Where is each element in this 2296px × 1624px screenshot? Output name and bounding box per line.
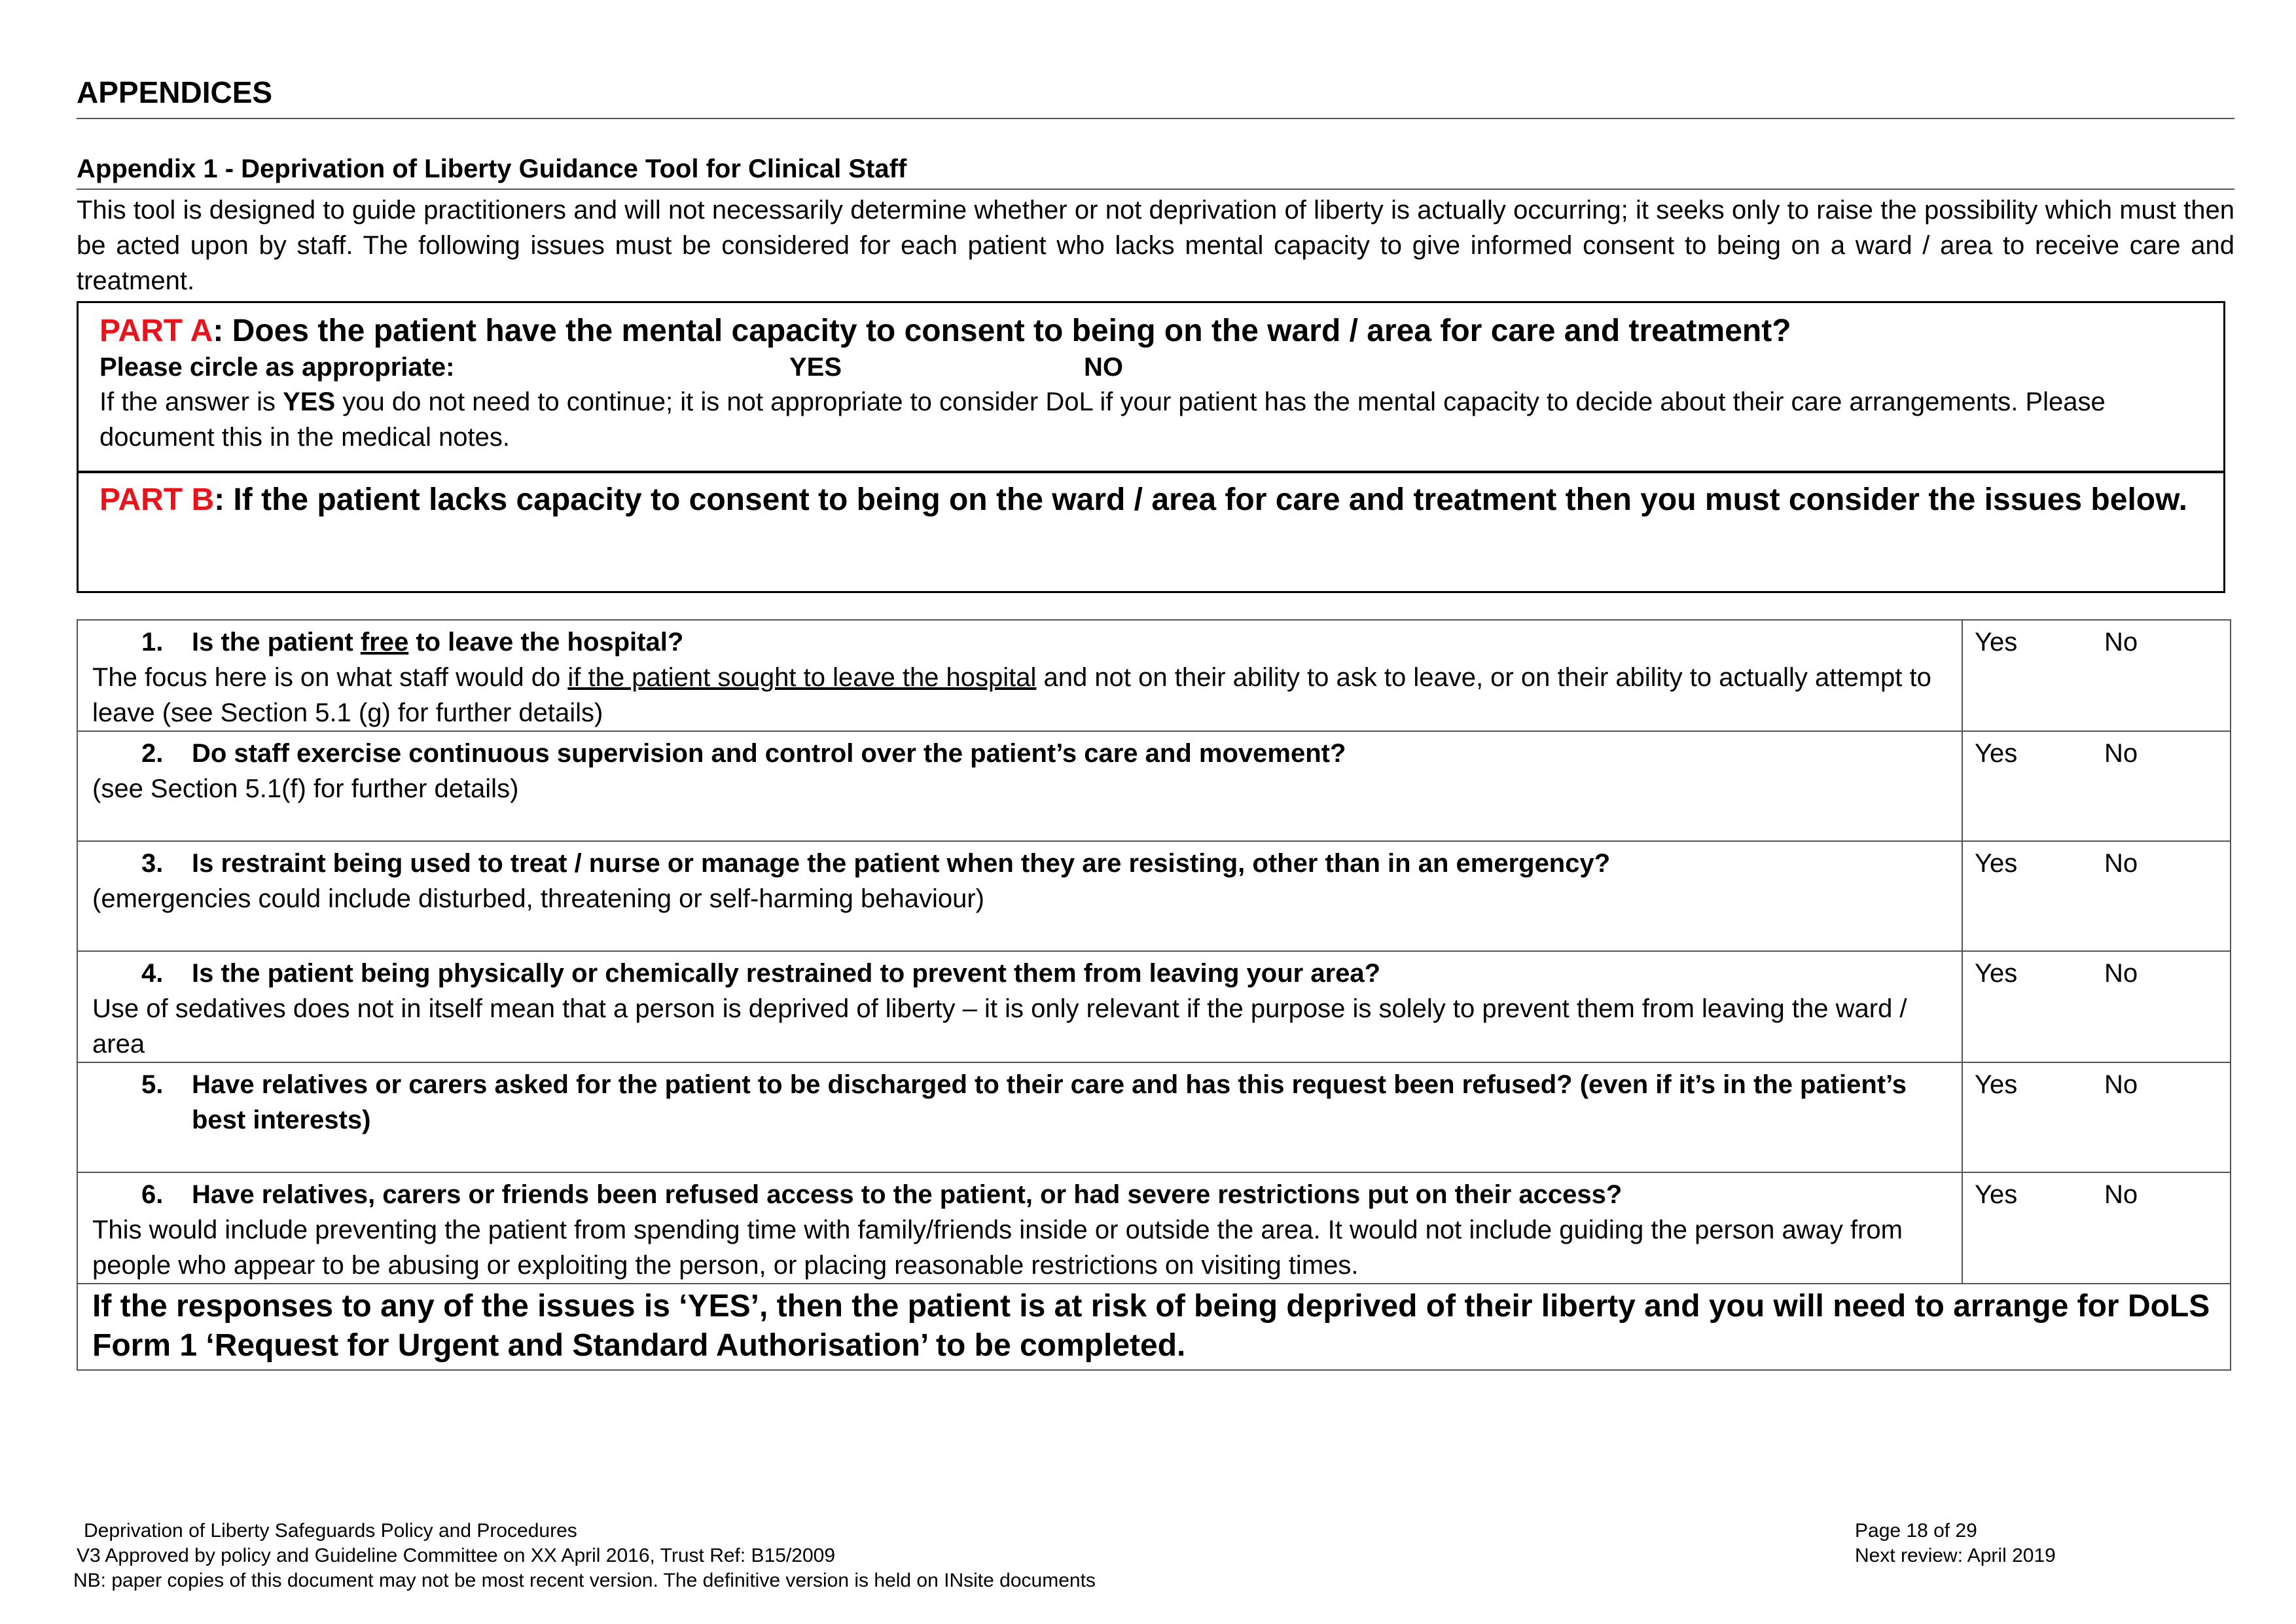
detail-text-underlined: if the patient sought to leave the hospital bbox=[567, 663, 1037, 692]
part-a-note-prefix: If the answer is bbox=[99, 388, 283, 416]
question-number: 6. bbox=[141, 1180, 164, 1209]
conclusion-row bbox=[77, 1284, 2231, 1370]
yes-option[interactable]: Yes bbox=[1975, 739, 2018, 768]
question-heading bbox=[92, 1067, 1948, 1138]
answer-cell bbox=[1962, 1172, 2231, 1284]
question-heading bbox=[92, 624, 1948, 660]
question-text: Is the patient being physically or chemically restrained to prevent them from leaving your area? bbox=[192, 959, 1381, 988]
part-a-label: PART A bbox=[99, 314, 213, 348]
question-cell bbox=[77, 951, 1962, 1062]
footer-approval: V3 Approved by policy and Guideline Committee on XX April 2016, Trust Ref: B15/2009 bbox=[77, 1545, 836, 1566]
question-heading bbox=[92, 736, 1948, 771]
question-number: 2. bbox=[141, 739, 164, 768]
question-detail: (emergencies could include disturbed, threatening or self-harming behaviour) bbox=[92, 884, 984, 913]
yes-option[interactable]: Yes bbox=[1975, 849, 2018, 878]
part-b-text: : If the patient lacks capacity to consent to being on the ward / area for care and treatment then you must consider the issues below. bbox=[214, 482, 2187, 517]
question-text: Do staff exercise continuous supervision and control over the patient’s care and movement? bbox=[192, 739, 1346, 768]
footer-disclaimer: NB: paper copies of this document may not be most recent version. The definitive version is held on INsite documents bbox=[73, 1570, 1096, 1591]
footer-page-number: Page 18 of 29 bbox=[1855, 1520, 1977, 1542]
yes-option[interactable]: Yes bbox=[1975, 959, 2018, 988]
footer-policy-title: Deprivation of Liberty Safeguards Policy and Procedures bbox=[84, 1520, 577, 1542]
question-cell bbox=[77, 841, 1962, 951]
no-option[interactable]: No bbox=[2104, 739, 2138, 768]
answer-cell bbox=[1962, 841, 2231, 951]
question-cell bbox=[77, 620, 1962, 731]
question-cell bbox=[77, 731, 1962, 841]
part-a-circle-row bbox=[99, 350, 2200, 384]
part-a-title bbox=[99, 312, 2200, 350]
no-option[interactable]: No bbox=[2104, 849, 2138, 878]
question-heading bbox=[92, 846, 1948, 881]
table-row bbox=[77, 841, 2231, 951]
part-a-box bbox=[77, 301, 2225, 473]
no-option[interactable]: No bbox=[2104, 959, 2138, 988]
table-row bbox=[77, 951, 2231, 1062]
question-cell bbox=[77, 1172, 1962, 1284]
appendix-title-divider bbox=[77, 189, 2234, 190]
yes-option[interactable]: Yes bbox=[1975, 628, 2018, 657]
no-option[interactable]: No bbox=[2104, 1070, 2138, 1099]
question-heading bbox=[92, 1177, 1948, 1212]
yes-option[interactable]: Yes bbox=[1975, 1180, 2018, 1209]
question-detail: (see Section 5.1(f) for further details) bbox=[92, 774, 519, 803]
question-text: Is the patient bbox=[192, 628, 361, 657]
detail-text: and not on their ability to ask to leave, or on their ability to actually attempt to leave (see Section 5.1 (g) for further details) bbox=[92, 663, 1931, 727]
answer-cell bbox=[1962, 620, 2231, 731]
question-text: Is restraint being used to treat / nurse or manage the patient when they are resisting, other than in an emergency? bbox=[192, 849, 1611, 878]
question-text-underlined: free bbox=[360, 628, 409, 657]
part-a-no-option[interactable]: NO bbox=[1084, 353, 1123, 382]
part-a-yes-option[interactable]: YES bbox=[789, 353, 842, 382]
footer-next-review: Next review: April 2019 bbox=[1855, 1545, 2056, 1566]
part-a-question: : Does the patient have the mental capacity to consent to being on the ward / area for care and treatment? bbox=[213, 314, 1791, 348]
table-row bbox=[77, 731, 2231, 841]
question-detail bbox=[92, 660, 1948, 731]
answer-cell bbox=[1962, 731, 2231, 841]
questions-table bbox=[77, 619, 2231, 1371]
question-text: Have relatives or carers asked for the patient to be discharged to their care and has this request been refused? (even if it’s in the patient’s best interests) bbox=[192, 1070, 1907, 1134]
table-row bbox=[77, 1062, 2231, 1172]
part-a-note bbox=[99, 384, 2200, 455]
question-detail: This would include preventing the patient from spending time with family/friends inside or outside the area. It would not include guiding the person away from people who appear to be abusing or exploiting the person, or placing reasonable restrictions on visiting times. bbox=[92, 1216, 1903, 1280]
question-heading bbox=[92, 956, 1948, 991]
question-text: Have relatives, carers or friends been refused access to the patient, or had severe restrictions put on their access? bbox=[192, 1180, 1623, 1209]
question-number: 1. bbox=[141, 628, 164, 657]
question-number: 4. bbox=[141, 959, 164, 988]
no-option[interactable]: No bbox=[2104, 1180, 2138, 1209]
question-number: 5. bbox=[141, 1070, 164, 1099]
question-text: to leave the hospital? bbox=[408, 628, 684, 657]
question-cell bbox=[77, 1062, 1962, 1172]
question-number: 3. bbox=[141, 849, 164, 878]
circle-instruction: Please circle as appropriate: bbox=[99, 353, 455, 382]
part-b-title bbox=[99, 481, 2200, 519]
table-row bbox=[77, 620, 2231, 731]
intro-paragraph: This tool is designed to guide practitioners and will not necessarily determine whether or not deprivation of liberty is actually occurring; it seeks only to raise the possibility which must then be acted upon by staff. The following issues must be considered for each patient who lacks mental capacity to give informed consent to being on a ward / area to receive care and treatment. bbox=[77, 196, 2234, 295]
part-a-note-suffix: you do not need to continue; it is not appropriate to consider DoL if your patient has the mental capacity to decide about their care arrangements. Please document this in the medical notes. bbox=[99, 388, 2106, 452]
part-a-note-bold: YES bbox=[283, 388, 336, 416]
conclusion-text: If the responses to any of the issues is ‘YES’, then the patient is at risk of being deprived of their liberty and you will need to arrange for DoLS Form 1 ‘Request for Urgent and Standard Authorisation’ to be completed. bbox=[77, 1284, 2231, 1370]
answer-cell bbox=[1962, 951, 2231, 1062]
page-heading: APPENDICES bbox=[77, 75, 273, 109]
question-detail: Use of sedatives does not in itself mean that a person is deprived of liberty – it is only relevant if the purpose is solely to prevent them from leaving the ward / area bbox=[92, 994, 1907, 1058]
part-b-box bbox=[77, 471, 2225, 593]
appendix-title: Appendix 1 - Deprivation of Liberty Guidance Tool for Clinical Staff bbox=[77, 154, 907, 183]
detail-text: The focus here is on what staff would do bbox=[92, 663, 568, 692]
yes-option[interactable]: Yes bbox=[1975, 1070, 2018, 1099]
no-option[interactable]: No bbox=[2104, 628, 2138, 657]
heading-divider bbox=[77, 118, 2234, 119]
table-row bbox=[77, 1172, 2231, 1284]
part-b-label: PART B bbox=[99, 482, 215, 517]
answer-cell bbox=[1962, 1062, 2231, 1172]
